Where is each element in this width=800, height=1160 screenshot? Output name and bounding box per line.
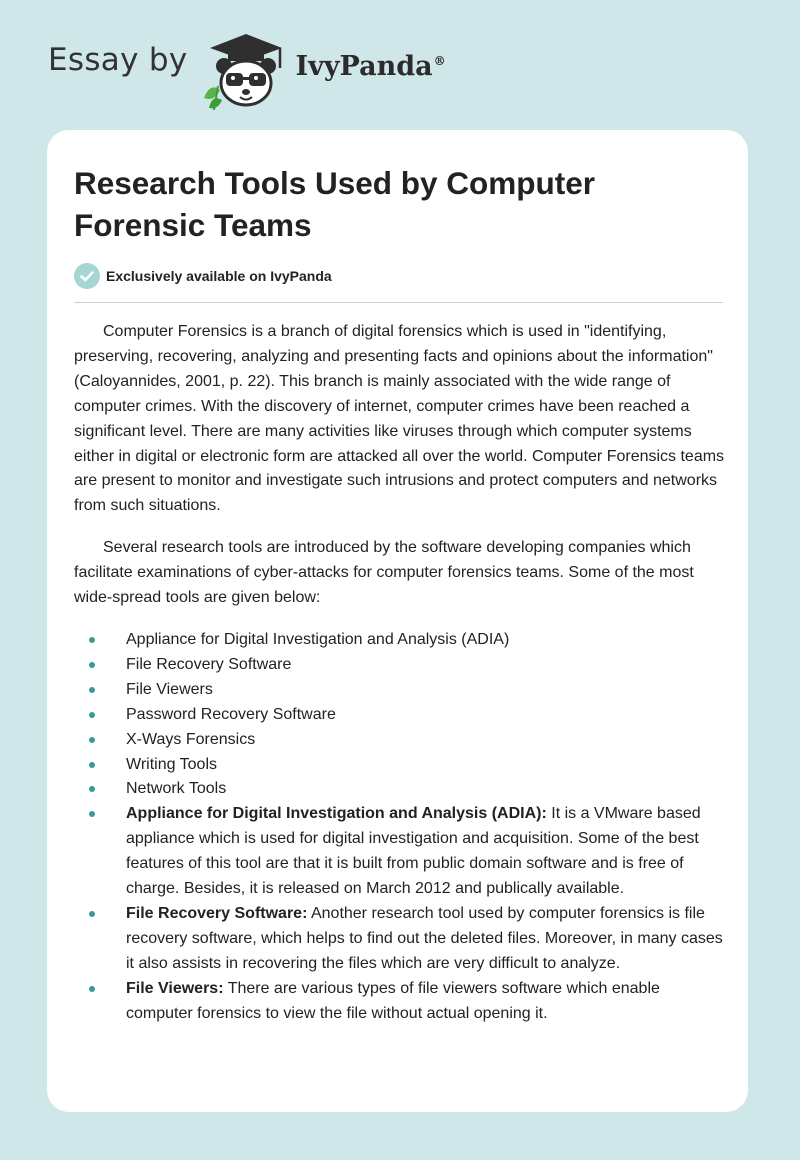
list-item [74,703,726,728]
bullet-icon [89,637,95,643]
list-item [74,653,726,678]
list-item [74,753,726,778]
essay-card [47,130,748,1112]
bullet-icon [89,762,95,768]
tools-list [74,628,726,1027]
brand-name: IvyPanda® [295,50,446,82]
list-item [74,678,726,703]
list-item [74,777,726,802]
panda-graduate-icon [200,30,292,110]
exclusive-badge [74,263,332,289]
essay-body [74,320,726,1026]
list-item [74,628,726,653]
list-item-detail [74,902,726,977]
check-circle-icon [74,263,100,289]
bullet-icon [89,712,95,718]
exclusive-label: Exclusively available on IvyPanda [106,268,332,284]
list-item-detail [74,802,726,902]
detail-term: File Recovery Software: [126,904,308,922]
list-item-detail [74,977,726,1027]
bullet-icon [89,986,95,992]
detail-term: File Viewers: [126,979,224,997]
title-divider [74,302,723,303]
list-item-text: File Recovery Software [126,655,292,673]
bullet-icon [89,786,95,792]
detail-text: Another research tool used by computer forensics is file recovery software, which helps to find out the deleted files. Moreover, in many cases it also assists in recovering the files which are very difficult to analyze. [126,904,723,972]
paragraph: Computer Forensics is a branch of digital forensics which is used in "identifying, preserving, recovering, analyzing and presenting facts and opinions about the information" (Caloyannides, 2001, p. 22). This branch is mainly associated with the wide range of computer crimes. With the discovery of internet, computer crimes have been reached a significant level. There are many activities like viruses through which computer systems either in digital or electronic form are attacked all over the world. Computer Forensics teams are present to monitor and investigate such intrusions and protect computers and networks from such situations. [74,323,725,515]
page-title: Research Tools Used by Computer Forensic Teams [74,165,596,243]
list-item-text: Writing Tools [126,755,217,773]
bullet-icon [89,911,95,917]
bullet-icon [89,662,95,668]
list-item-text: X-Ways Forensics [126,730,256,748]
list-item-text: Appliance for Digital Investigation and Analysis (ADIA) [126,630,510,648]
paragraph: Several research tools are introduced by the software developing companies which facilitate examinations of cyber-attacks for computer forensics teams. Some of the most wide-spread tools are given below: [74,539,694,607]
brand-prefix: Essay by [48,42,188,78]
detail-text: It is a VMware based appliance which is used for digital investigation and acquisition. Some of the best features of this tool are that it is built from public domain software and is free of charge. Besides, it is released on March 2012 and publically available. [126,805,701,898]
detail-text: There are various types of file viewers software which enable computer forensics to view the file without actual opening it. [126,979,660,1022]
bullet-icon [89,811,95,817]
registered-mark: ® [433,53,446,68]
list-item [74,728,726,753]
list-item-text: File Viewers [126,680,213,698]
bullet-icon [89,737,95,743]
list-item-text: Password Recovery Software [126,705,336,723]
list-item-text: Network Tools [126,780,227,798]
bullet-icon [89,687,95,693]
detail-term: Appliance for Digital Investigation and Analysis (ADIA): [126,805,547,823]
brand-header[interactable] [48,30,446,110]
